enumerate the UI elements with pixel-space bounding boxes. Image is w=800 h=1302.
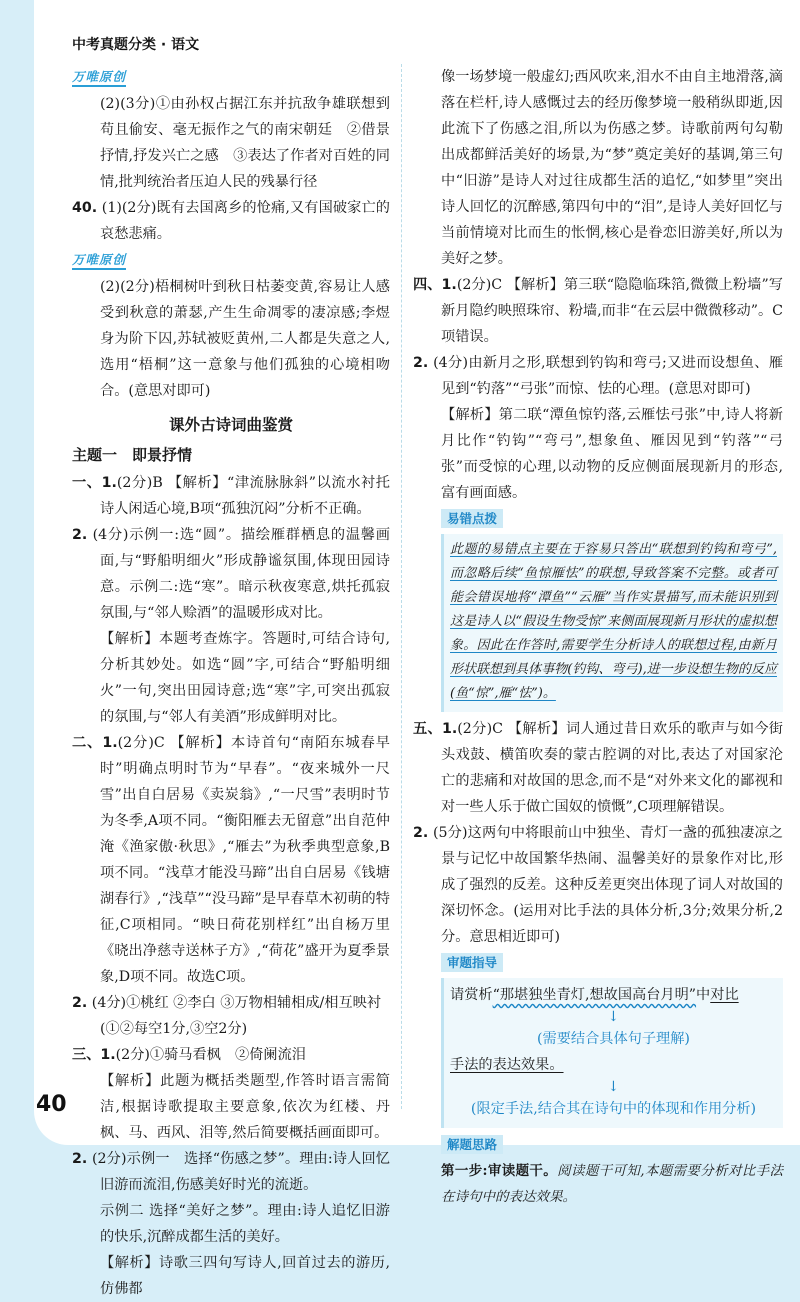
page-number: 40 bbox=[36, 1092, 67, 1117]
guide-line-2: 手法的表达效果。 bbox=[450, 1057, 564, 1073]
question-number: 40. bbox=[72, 200, 98, 216]
brand-logo: 万唯原创 bbox=[72, 69, 126, 87]
answer-text: (2分)B 【解析】“津流脉脉斜”以流水衬托诗人闲适心境,B项“孤独沉闷”分析不正确。 bbox=[100, 475, 390, 517]
answer-40-1 bbox=[72, 195, 390, 247]
analysis-3-1: 【解析】此题为概括类题型,作答时语言需简洁,根据诗歌提取主要意象,依次为红楼、丹枫、马、西风、泪等,然后简要概括画面即可。 bbox=[100, 1073, 390, 1141]
right-column bbox=[413, 64, 783, 1210]
answer-text: (2分)示例一 选择“伤感之梦”。理由:诗人回忆旧游而流泪,伤感美好时光的流逝。 bbox=[91, 1151, 390, 1193]
question-number: 四、1. bbox=[413, 277, 457, 293]
guide-box bbox=[441, 978, 783, 1128]
question-number: 二、1. bbox=[72, 735, 118, 751]
question-number: 一、1. bbox=[72, 475, 117, 491]
answer-text: (4分)示例一:选“圆”。描绘雁群栖息的温馨画面,与“野船明细火”形成静谧氛围,体现田园诗意。示例二:选“寒”。暗示秋夜寒意,烘托孤寂氛围,与“邻人赊酒”的温暖形成对比。 bbox=[92, 527, 390, 621]
guide-underline: 对比 bbox=[710, 987, 739, 1003]
answer-4-1 bbox=[413, 272, 783, 350]
answer-text: (4分)①桃红 ②李白 ③万物相辅相成/相互映衬 bbox=[91, 995, 382, 1011]
question-number: 五、1. bbox=[413, 721, 458, 737]
score-note: (①②每空1分,③空2分) bbox=[100, 1021, 248, 1037]
answer-2-1 bbox=[72, 730, 390, 990]
guide-line-1 bbox=[450, 982, 777, 1008]
answer-text: (5分)这两句中将眼前山中独坐、青灯一盏的孤独凄凉之景与记忆中故国繁华热闹、温馨美好的景象作对比,形成了强烈的反差。这种反差更突出体现了词人对故国的深切怀念。(运用对比手法的具体分析,3分;效果分析,2分。意思相近即可) bbox=[432, 825, 783, 945]
answer-1-1 bbox=[72, 470, 390, 522]
answer-5-1 bbox=[413, 716, 783, 820]
answer-3-2-example2: 示例二 选择“美好之梦”。理由:诗人追忆旧游的快乐,沉醉成都生活的美好。 bbox=[100, 1203, 390, 1245]
answer-text: (4分)由新月之形,联想到钓钩和弯弓;又进而设想鱼、雁见到“钓落”“弓张”而惊、怯的心理。(意思对即可) bbox=[433, 355, 784, 397]
guide-note-2: (限定手法,结合其在诗句中的体现和作用分析) bbox=[470, 1101, 757, 1117]
column-divider bbox=[401, 64, 402, 1109]
error-tip-block bbox=[413, 506, 783, 712]
down-arrow-icon: ↓ bbox=[607, 1009, 620, 1025]
error-tip-tag: 易错点拨 bbox=[441, 509, 503, 528]
answer-4-2 bbox=[413, 350, 783, 402]
idea-step: 第一步:审读题干。 bbox=[441, 1163, 558, 1179]
question-number: 2. bbox=[72, 995, 88, 1011]
answer-40-2: (2)(2分)梧桐树叶到秋日枯萎变黄,容易让人感受到秋意的萧瑟,产生生命凋零的凄凉感;李煜身为阶下囚,苏轼被贬黄州,二人都是失意之人,选用“梧桐”这一意象与他们孤独的心境相吻合。(意思对即可) bbox=[100, 279, 390, 399]
guide-text: 请赏析 bbox=[450, 987, 493, 1003]
answer-text: (1)(2分)既有去国离乡的怆痛,又有国破家亡的哀愁悲痛。 bbox=[100, 200, 390, 242]
header-title: 中考真题分类 · 语文 bbox=[72, 37, 200, 53]
guide-tag: 审题指导 bbox=[441, 953, 503, 972]
answer-3-1 bbox=[72, 1042, 390, 1068]
down-arrow-icon: ↓ bbox=[607, 1079, 620, 1095]
analysis-3-2-continued: 像一场梦境一般虚幻;西风吹来,泪水不由自主地滑落,滴落在栏杆,诗人感慨过去的经历像梦境一般稍纵即逝,因此流下了伤感之泪,所以为伤感之梦。诗歌前两句勾勒出成都鲜活美好的场景,为“梦”奠定美好的基调,第三句中“旧游”是诗人对过往成都生活的追忆,“如梦里”突出诗人回忆的沉醉感,第四句中的“泪”,是诗人美好回忆与当前情境对比而生的怅惘,核心是眷恋旧游美好,所以为美好之梦。 bbox=[441, 69, 783, 267]
answer-1-2 bbox=[72, 522, 390, 626]
idea-text: 阅读题干可知,本题需要分析对比手法在诗句中的表达效果。 bbox=[441, 1163, 783, 1205]
analysis-4-2: 【解析】第二联“潭鱼惊钓落,云雁怯弓张”中,诗人将新月比作“钓钩”“弯弓”,想象鱼、雁因见到“钓落”“弓张”而受惊的心理,以动物的反应侧面展现新月的形态,富有画面感。 bbox=[441, 407, 783, 501]
question-number: 三、1. bbox=[72, 1047, 116, 1063]
answer-text: (2分)①骑马看枫 ②倚阑流泪 bbox=[115, 1047, 306, 1063]
section-title: 课外古诗词曲鉴赏 bbox=[168, 416, 293, 434]
theme-title: 主题一 即景抒情 bbox=[72, 446, 193, 464]
guide-note-1: (需要结合具体句子理解) bbox=[537, 1031, 690, 1047]
answer-39-2: (2)(3分)①由孙权占据江东并抗敌争雄联想到苟且偷安、毫无振作之气的南宋朝廷 ②借景抒情,抒发兴亡之感 ③表达了作者对百姓的同情,批判统治者压迫人民的残暴行径 bbox=[100, 96, 390, 190]
brand-logo: 万唯原创 bbox=[72, 252, 126, 270]
question-number: 2. bbox=[413, 355, 429, 371]
guide-quote: “那堪独坐青灯,想故国高台月明” bbox=[492, 987, 697, 1003]
question-number: 2. bbox=[72, 1151, 88, 1167]
answer-text: (2分)C 【解析】第三联“隐隐临珠箔,微微上粉墙”写新月隐约映照珠帘、粉墙,而非“在云层中微微移动”。C项错误。 bbox=[441, 277, 783, 345]
answer-5-2 bbox=[413, 820, 783, 950]
answer-3-2 bbox=[72, 1146, 390, 1198]
answer-2-2 bbox=[72, 990, 390, 1016]
error-tip-text: 此题的易错点主要在于容易只答出“联想到钓钩和弯弓”,而忽略后续“鱼惊雁怯”的联想,导致答案不完整。或者可能会错误地将“潭鱼”“云雁”当作实景描写,而未能识别到这是诗人以“假设生物受惊”来侧面展现新月形状的虚拟想象。因此在作答时,需要学生分析诗人的联想过程,由新月形状联想到具体事物(钓钩、弯弓),进一步设想生物的反应(鱼“惊”,雁“怯”)。 bbox=[450, 542, 777, 701]
answer-text: (2分)C 【解析】本诗首句“南陌东城春早时”明确点明时节为“早春”。“夜来城外一尺雪”出自白居易《卖炭翁》,“一尺雪”表明时节为冬季,A项不同。“衡阳雁去无留意”出自范仲淹《渔家傲·秋思》,“雁去”为秋季典型意象,B项不同。“浅草才能没马蹄”出自白居易《钱塘湖春行》,“浅草”“没马蹄”是早春草木初萌的特征,C项相同。“映日荷花别样红”出自杨万里《晓出净慈寺送林子方》,“荷花”盛开为夏季景象,D项不同。故选C项。 bbox=[100, 735, 390, 985]
analysis-3-2: 【解析】诗歌三四句写诗人,回首过去的游历,仿佛都 bbox=[100, 1255, 390, 1297]
idea-text-block bbox=[441, 1158, 783, 1210]
guide-block bbox=[413, 950, 783, 1210]
question-number: 2. bbox=[413, 825, 429, 841]
guide-text: 中 bbox=[696, 987, 711, 1003]
question-number: 2. bbox=[72, 527, 88, 543]
left-column bbox=[72, 64, 390, 1302]
idea-tag: 解题思路 bbox=[441, 1135, 503, 1154]
analysis-1-2: 【解析】本题考查炼字。答题时,可结合诗句,分析其妙处。如选“圆”字,可结合“野船明细火”一句,突出田园诗意;选“寒”字,可突出孤寂的氛围,与“邻人有美酒”形成鲜明对比。 bbox=[100, 631, 390, 725]
error-tip-box bbox=[441, 534, 783, 712]
answer-text: (2分)C 【解析】词人通过昔日欢乐的歌声与如今街头戏鼓、横笛吹奏的蒙古腔调的对比,表达了对国家沦亡的悲痛和对故国的思念,而不是“对外来文化的鄙视和对一些人乐于做亡国奴的愤慨”,C项理解错误。 bbox=[441, 721, 783, 815]
